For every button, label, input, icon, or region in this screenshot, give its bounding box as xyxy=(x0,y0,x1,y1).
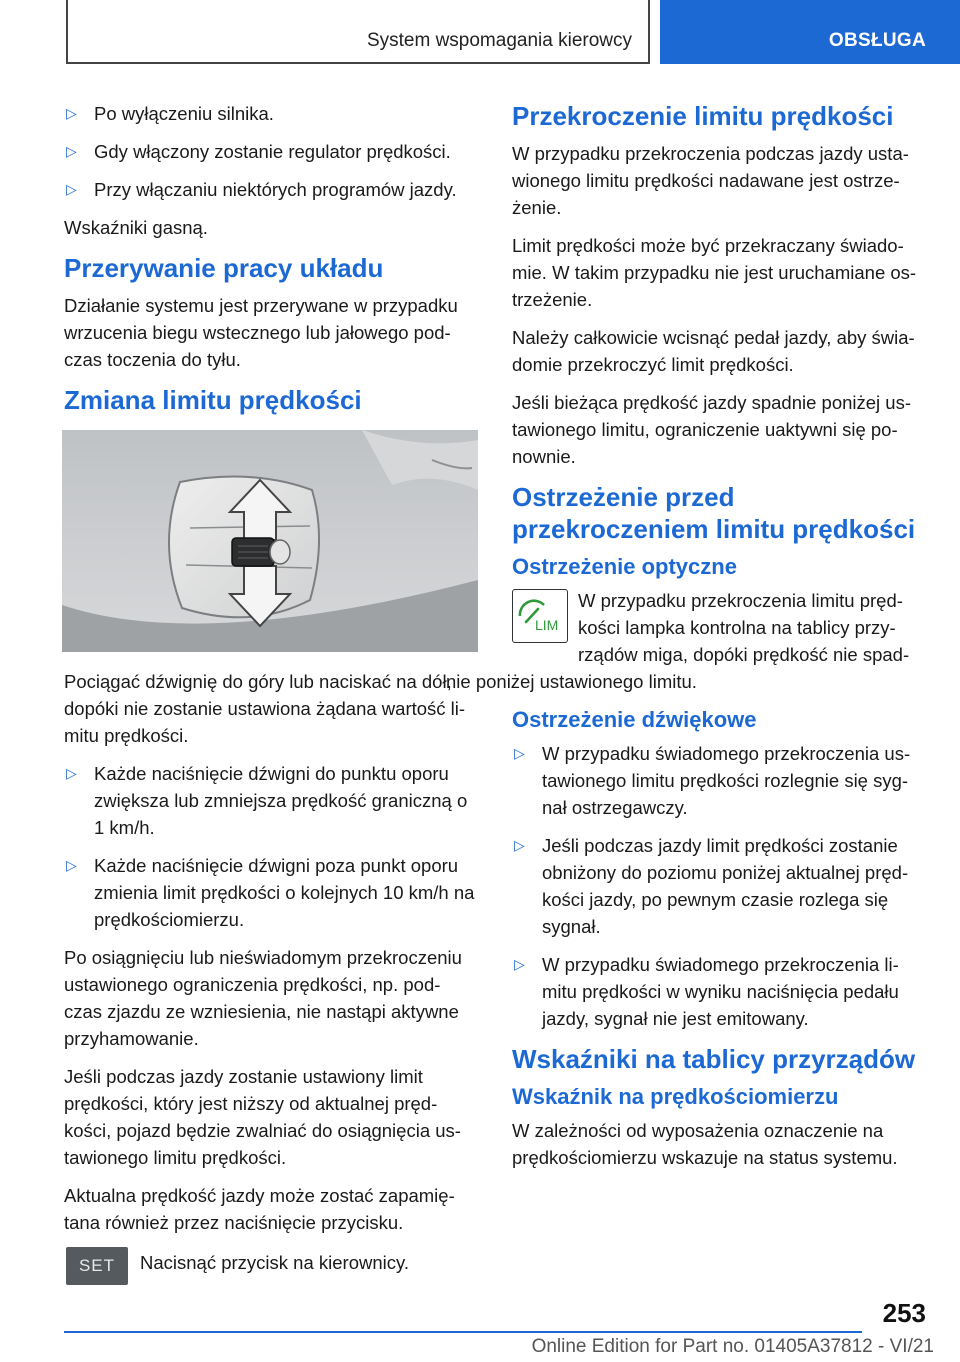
bullet-triangle-icon: ▷ xyxy=(66,143,77,159)
footer-edition-text: Online Edition for Part no. 01405A37812 - VI/21 xyxy=(531,1336,934,1357)
lim-indicator-icon xyxy=(512,589,568,643)
list-item: ▷ Po wyłączeniu silnika. xyxy=(64,100,478,127)
lever-instruction-text: Pociągać dźwignię do góry lub naciskać na dół, dopóki nie zostanie ustawiona żądana wartość li-mitu prędkości. xyxy=(64,671,466,746)
list-item: ▷ Jeśli podczas jazdy limit prędkości zostanie obniżony do poziomu poniżej aktualnej pręd-kości jazdy, po pewnym czasie rozlega się sygnał. xyxy=(512,832,924,940)
footer-divider xyxy=(64,1331,862,1333)
bullet-triangle-icon: ▷ xyxy=(66,857,77,873)
steering-wheel-lever-illustration xyxy=(62,430,478,652)
heading-change-limit: Zmiana limitu prędkości xyxy=(64,385,362,415)
optical-warning-text-tail: nie poniżej ustawionego limitu. xyxy=(446,671,697,692)
heading-exceed: Przekroczenie limitu prędkości xyxy=(512,101,894,131)
list-item: ▷ Przy włączaniu niektórych programów jazdy. xyxy=(64,176,478,203)
bullet-triangle-icon: ▷ xyxy=(66,105,77,121)
heading-speedometer: Wskaźnik na prędkościomierzu xyxy=(512,1084,839,1109)
interrupt-text: Działanie systemu jest przerywane w przypadku wrzucenia biegu wstecznego lub jałowego pod-czas toczenia do tyłu. xyxy=(64,295,458,370)
exceed-text-4: Jeśli bieżąca prędkość jazdy spadnie poniżej us-tawionego limitu, ograniczenie uaktywni się po-nownie. xyxy=(512,392,911,467)
bullet-triangle-icon: ▷ xyxy=(66,181,77,197)
exceed-text-2: Limit prędkości może być przekraczany świado-mie. W takim przypadku nie jest uruchamiane os-trzeżenie. xyxy=(512,235,917,310)
heading-indicators: Wskaźniki na tablicy przyrządów xyxy=(512,1044,916,1074)
lower-limit-text: Jeśli podczas jazdy zostanie ustawiony limit prędkości, który jest niższy od aktualnej pręd-kości, pojazd będzie zwalniać do osiągnięcia us-tawionego limitu prędkości. xyxy=(64,1066,461,1168)
heading-acoustic: Ostrzeżenie dźwiękowe xyxy=(512,707,757,732)
heading-optical: Ostrzeżenie optyczne xyxy=(512,554,737,579)
list-item: ▷ W przypadku świadomego przekroczenia us-tawionego limitu prędkości rozlegnie się syg-nał ostrzegawczy. xyxy=(512,740,924,821)
set-button-icon: SET xyxy=(66,1247,128,1285)
bullet-triangle-icon: ▷ xyxy=(514,745,525,761)
heading-interrupt: Przerywanie pracy układu xyxy=(64,253,384,283)
bullet-triangle-icon: ▷ xyxy=(66,765,77,781)
lim-icon-label: LIM xyxy=(535,617,559,633)
header-chapter-label: OBSŁUGA xyxy=(828,30,926,51)
steering-wheel-lever-figure xyxy=(62,430,478,652)
indicators-off-text: Wskaźniki gasną. xyxy=(64,217,208,238)
speedometer-text: W zależności od wyposażenia oznaczenie na prędkościomierzu wskazuje na status systemu. xyxy=(512,1120,898,1168)
bullet-list-lever xyxy=(64,760,478,933)
bullet-list-acoustic xyxy=(512,740,924,1032)
left-column xyxy=(64,100,478,1287)
exceed-text-1: W przypadku przekroczenia podczas jazdy usta-wionego limitu prędkości nadawane jest ostrze-żenie. xyxy=(512,143,909,218)
heading-warning: Ostrzeżenie przed przekroczeniem limitu prędkości xyxy=(512,482,916,544)
header-chapter-badge xyxy=(660,0,960,64)
header-section-title: System wspomagania kierowcy xyxy=(366,30,632,51)
header-section-tab xyxy=(66,0,650,64)
page-number: 253 xyxy=(882,1298,926,1328)
bullet-list-deactivation xyxy=(64,100,478,203)
list-item: ▷ Każde naciśnięcie dźwigni do punktu oporu zwiększa lub zmniejsza prędkość graniczną o 1 km/h. xyxy=(64,760,478,841)
optical-warning-text: W przypadku przekroczenia limitu pręd-kości lampka kontrolna na tablicy przy-rządów miga, dopóki prędkość nie spad- xyxy=(578,590,910,665)
downhill-text: Po osiągnięciu lub nieświadomym przekroczeniu ustawionego ograniczenia prędkości, np. pod-czas zjazdu ze wzniesienia, nie nastąpi aktywne przyhamowanie. xyxy=(64,947,462,1049)
bullet-triangle-icon: ▷ xyxy=(514,956,525,972)
list-item: ▷ W przypadku świadomego przekroczenia li-mitu prędkości w wyniku naciśnięcia pedału jazdy, sygnał nie jest emitowany. xyxy=(512,951,924,1032)
list-item: ▷ Gdy włączony zostanie regulator prędkości. xyxy=(64,138,478,165)
optical-warning-row xyxy=(512,587,924,668)
exceed-text-3: Należy całkowicie wcisnąć pedał jazdy, aby świa-domie przekroczyć limit prędkości. xyxy=(512,327,915,375)
right-column xyxy=(446,100,924,1182)
set-instruction-text: Nacisnąć przycisk na kierownicy. xyxy=(140,1252,410,1273)
set-button-row xyxy=(64,1247,478,1287)
store-speed-text: Aktualna prędkość jazdy może zostać zapamię-tana również przez naciśnięcie przycisku. xyxy=(64,1185,455,1233)
list-item: ▷ Każde naciśnięcie dźwigni poza punkt oporu zmienia limit prędkości o kolejnych 10 km/h na prędkościomierzu. xyxy=(64,852,478,933)
bullet-triangle-icon: ▷ xyxy=(514,837,525,853)
